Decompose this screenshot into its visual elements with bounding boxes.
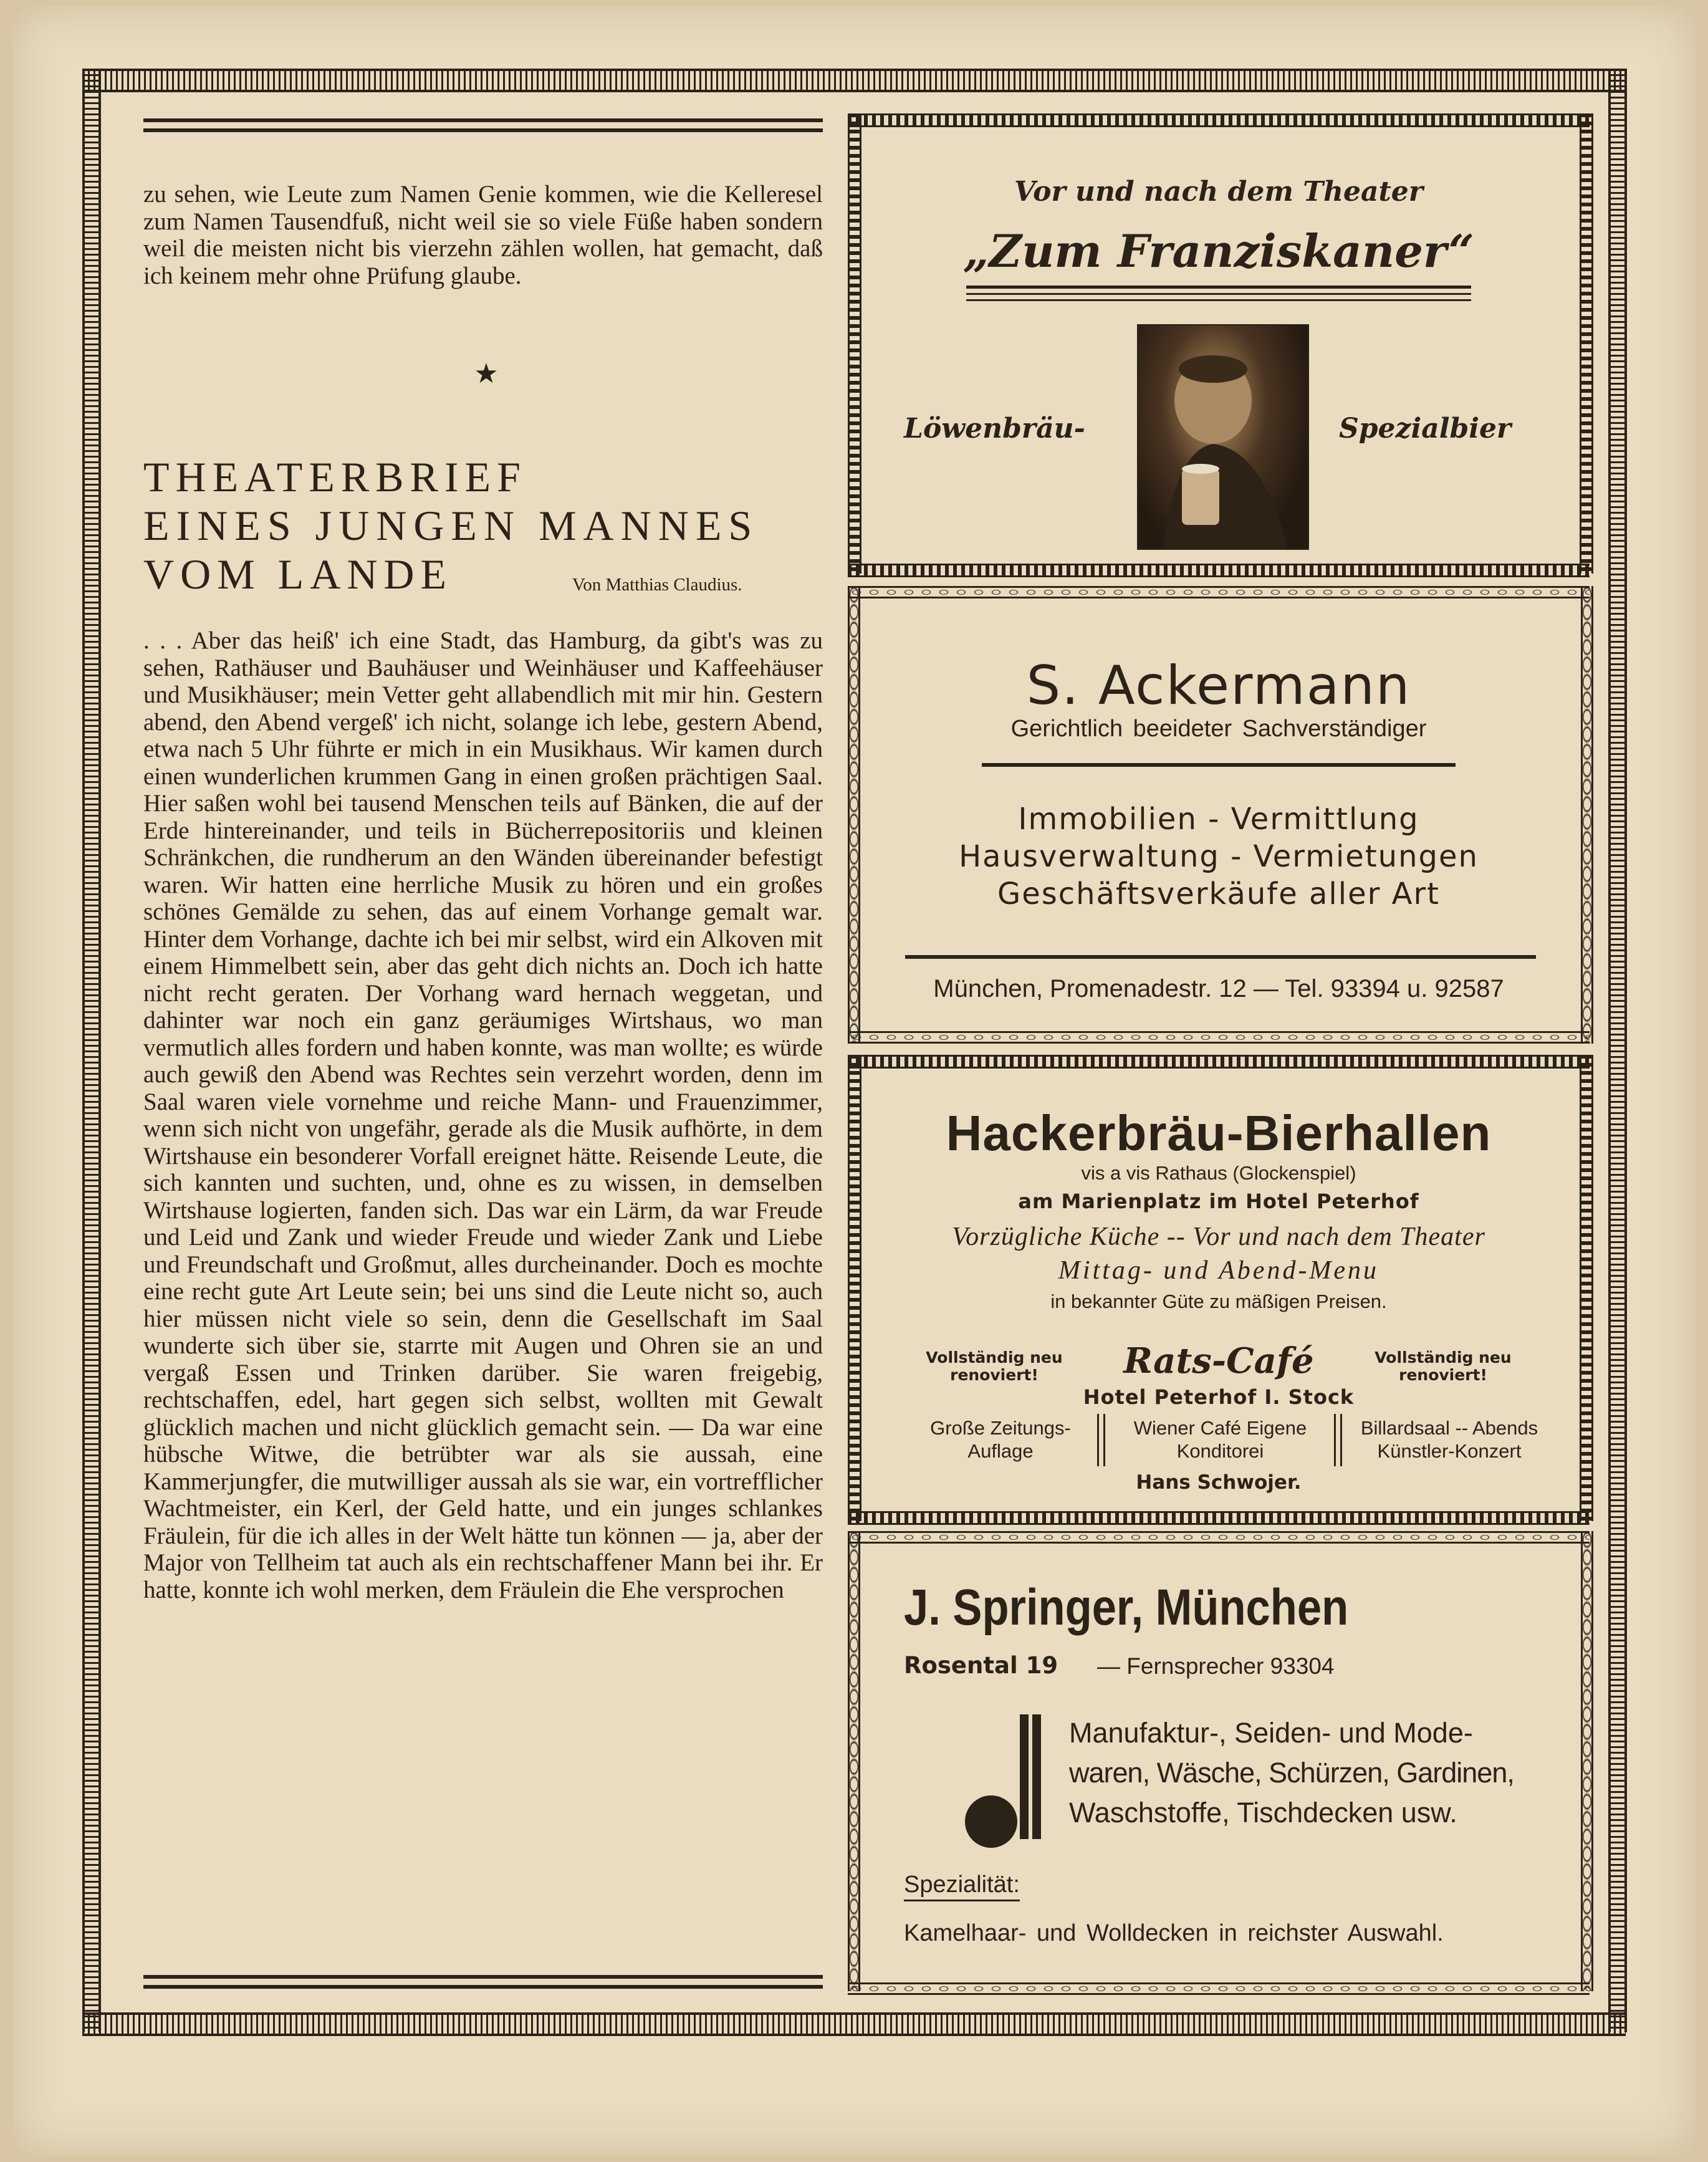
- ad3-top-band: [848, 1055, 1590, 1069]
- headline-line-1: THEATERBRIEF: [143, 453, 527, 501]
- left-top-rule: [143, 118, 823, 132]
- right-border: [1608, 69, 1627, 2032]
- ad4-top-band: [848, 1531, 1590, 1544]
- ad4-spec-label: Spezialität:: [904, 1871, 1020, 1901]
- ad4-name: J. Springer, München: [904, 1579, 1349, 1636]
- monk-image: [1137, 324, 1309, 550]
- ad2-address: München, Promenadestr. 12 — Tel. 93394 u. 92587: [933, 975, 1504, 1002]
- ad3-title: Hackerbräu-Bierhallen: [946, 1105, 1492, 1161]
- ad4-desc-3: Waschstoffe, Tischdecken usw.: [1069, 1797, 1457, 1828]
- ad3-owner: Hans Schwojer.: [1136, 1471, 1302, 1494]
- ad3-cafe-sub: Hotel Peterhof I. Stock: [1083, 1385, 1355, 1409]
- ad2-name: S. Ackermann: [1026, 655, 1411, 717]
- ad3-divider-2b: [1340, 1414, 1342, 1466]
- ad2-top-band: [848, 586, 1590, 598]
- ad4-street: Rosental 19: [904, 1652, 1058, 1679]
- ad3-line1: vis a vis Rathaus (Glockenspiel): [1081, 1162, 1356, 1184]
- springer-logo: [960, 1714, 1047, 1852]
- ad1-right-label: Spezialbier: [1339, 413, 1512, 444]
- intro-paragraph: zu sehen, wie Leute zum Namen Genie kommen, wie die Kelleresel zum Namen Tausendfuß, nicht weil sie so viele Füße haben sondern weil die meisten nicht bis vierzehn zählen wollen, hat gemacht, daß ich keinem mehr ohne Prüfung glaube.: [143, 181, 823, 289]
- ad2-subtitle: Gerichtlich beeideter Sachverständiger: [1010, 716, 1427, 742]
- ad4-spec: Kamelhaar- und Wolldecken in reichster Auswahl.: [904, 1920, 1444, 1946]
- ad4-bottom-band: [848, 1982, 1590, 1995]
- ad3-col2: Wiener Café Eigene Konditorei: [1133, 1417, 1307, 1462]
- ad3-line5: in bekannter Güte zu mäßigen Preisen.: [1050, 1290, 1387, 1312]
- ad3-line4: Mittag- und Abend-Menu: [1058, 1256, 1379, 1285]
- ad1-name: „Zum Franziskaner“: [963, 224, 1474, 277]
- ad1-top-line: Vor und nach dem Theater: [1014, 176, 1423, 208]
- left-border: [82, 69, 101, 2032]
- headline-line-2: EINES JUNGEN MANNES: [143, 502, 759, 549]
- ad1-bottom-band: [848, 564, 1590, 577]
- ad4-desc-2: waren, Wäsche, Schürzen, Gardinen,: [1069, 1757, 1514, 1789]
- ad4-desc-1: Manufaktur-, Seiden- und Mode-: [1069, 1717, 1473, 1749]
- ad3-right-band: [1580, 1055, 1593, 1521]
- bottom-border: [82, 2012, 1626, 2036]
- ad1-rule-3: [966, 299, 1471, 301]
- ad4-right-band: [1581, 1531, 1593, 1991]
- ad3-divider-1a: [1097, 1414, 1099, 1466]
- ad3-cafe-name: Rats-Café: [1123, 1340, 1314, 1381]
- ad2-line1: Immobilien - Vermittlung: [1018, 802, 1419, 837]
- ad3-divider-2a: [1334, 1414, 1336, 1466]
- headline-line-3: VOM LANDE: [143, 550, 453, 598]
- ad1-rule-2: [966, 293, 1471, 295]
- ad1-top-band: [848, 113, 1590, 127]
- ad1-left-band: [848, 113, 861, 574]
- ad3-divider-1b: [1103, 1414, 1105, 1466]
- byline: Von Matthias Claudius.: [572, 575, 742, 595]
- left-bottom-rule: [143, 1975, 823, 1989]
- ad1-rule-1: [966, 286, 1471, 289]
- ad1-right-band: [1580, 113, 1593, 574]
- monk-figure: [1138, 325, 1308, 549]
- ad3-col1: Große Zeitungs-Auflage: [930, 1417, 1071, 1462]
- ad3-line3: Vorzügliche Küche -- Vor und nach dem Theater: [952, 1223, 1485, 1251]
- top-border: [82, 69, 1626, 92]
- ad2-line3: Geschäftsverkäufe aller Art: [997, 877, 1440, 911]
- magazine-page: [12, 6, 1696, 2156]
- ad2-line2: Hausverwaltung - Vermietungen: [959, 839, 1479, 874]
- ad2-bottom-band: [848, 1031, 1590, 1044]
- ad3-col3: Billardsaal -- Abends Künstler-Konzert: [1360, 1417, 1538, 1462]
- ad2-rule-top: [982, 763, 1456, 767]
- ad1-left-label: Löwenbräu-: [904, 413, 1085, 444]
- ad3-bottom-band: [848, 1511, 1590, 1525]
- ad2-right-band: [1581, 586, 1593, 1044]
- ad3-renov-left: Vollständig neu renoviert!: [926, 1348, 1063, 1384]
- ad2-left-band: [848, 586, 860, 1044]
- ad3-left-band: [848, 1055, 861, 1521]
- ad4-phone: — Fernsprecher 93304: [1097, 1653, 1335, 1679]
- star-separator: ★: [474, 358, 499, 389]
- ad4-left-band: [848, 1531, 860, 1991]
- ad3-renov-right: Vollständig neu renoviert!: [1375, 1348, 1512, 1384]
- ad2-rule-bottom: [905, 955, 1536, 959]
- article-body: . . . Aber das heiß' ich eine Stadt, das Hamburg, da gibt's was zu sehen, Rathäuser und Bauhäuser und Weinhäuser und Kaffeehäuser und Musikhäuser; mein Vetter geht allabendlich mit mir hin. Gestern abend, den Abend vergeß' ich nicht, solange ich lebe, gestern Abend, etwa nach 5 Uhr führte er mich in ein Musikhaus. Wir kamen durch einen wunderlichen krummen Gang in einen großen prächtigen Saal. Hier saßen wohl bei tausend Menschen teils auf Bänken, die auf der Erde hintereinander, und teils in Bücherrepositoriis und kleinen Schränkchen, die rundherum an den Wänden übereinander befestigt waren. Wir hatten eine herrliche Musik zu hören und ein großes schönes Gemälde zu sehen, das auf einem Vorhange gemalt war. Hinter dem Vorhange, dachte ich bei mir selbst, wird ein Alkoven mit einem Himmelbett sein, aber das geht dich nichts an. Doch ich hatte nicht recht geraten. Der Vorhang ward hernach weggetan, und dahinter war noch ein ganz geräumiges Wirtshaus, wo man vermutlich alles fordern und haben konnte, was man wollte; es würde auch gewiß den Abend was Rechtes sein verzehrt worden, denn im Saal waren viele vornehme und reiche Mann- und Frauenzimmer, wenn sich nicht von ungefähr, gerade als die Musik aufhörte, in dem Wirtshause ein besonderer Vorfall ereignet hätte. Reisende Leute, die sich kannten und suchten, und, ohne es zu wissen, in demselben Wirtshause logierten, fanden sich. Das war ein Lärm, da war Freude und Leid und Zank und wieder Freude und wieder Zank und Liebe und Freundschaft und Großmut, alles durcheinander. Doch es mochte eine recht gute Art Leute sein; bei uns sind die Leute nicht so, auch hier müssen nicht viele so sein, denn die Gesellschaft im Saal wunderte sich über sie, starrte mit Augen und Ohren sie an und vergaß Essen und Trinken darüber. Sie waren freigebig, rechtschaffen, edel, hart gegen sich selbst, wollten mit Gewalt glücklich machen und nicht glücklich gemacht sein. — Da war eine hübsche Witwe, die betrübter war als sie aussah, eine Kammerjungfer, die mutwilliger aussah als sie war, ein vortrefflicher Wachtmeister, ein Kerl, der Geld hatte, und ein junges schlankes Fräulein, für die ich alles in der Welt hätte tun können — ja, aber der Major von Tellheim tat auch als ein rechtschaffener Mann bei ihr. Er hatte, konnte ich wohl merken, dem Fräulein die Ehe versprochen: [143, 627, 823, 1603]
- ad3-line2: am Marienplatz im Hotel Peterhof: [1018, 1189, 1419, 1213]
